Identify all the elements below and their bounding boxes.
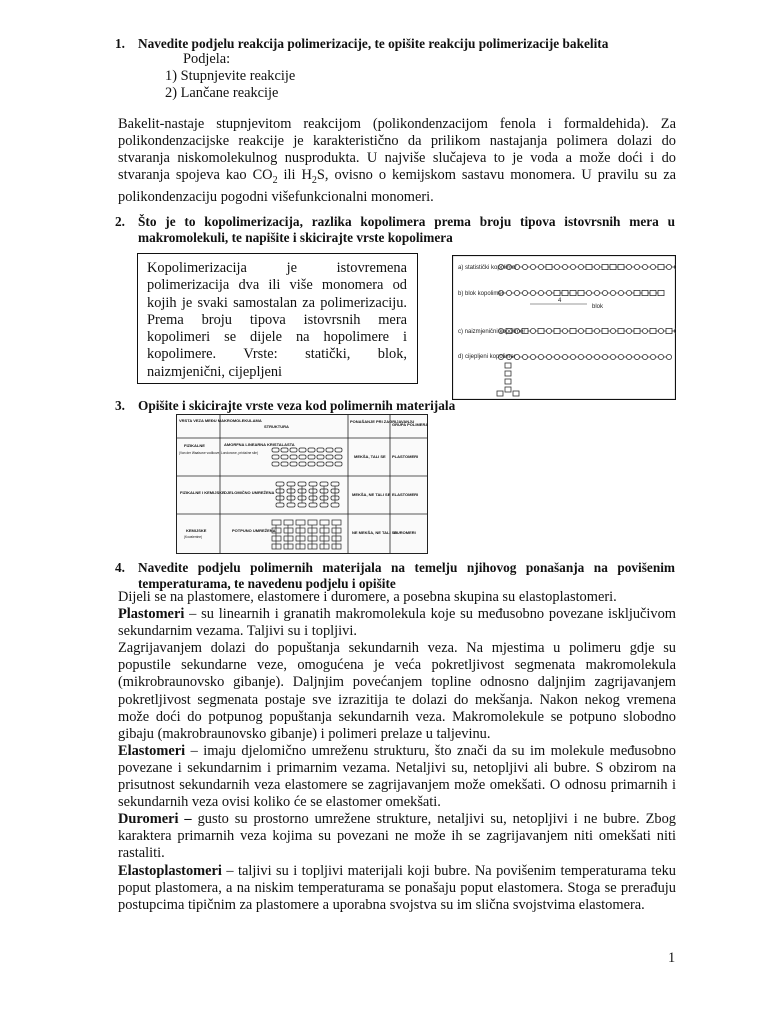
q1-sub-h2s: 2: [311, 174, 317, 186]
fig-label-a: a) statistički kopolimer: [458, 265, 518, 271]
q1-para-co-a: stvaranja spojeva kao CO: [118, 167, 273, 183]
r1-behavior: MEKŠA, TALI SE: [354, 454, 386, 459]
figure-border: [453, 256, 676, 400]
r2-group: ELASTOMERI: [392, 492, 419, 497]
plastomeri-text: – su linearnih i granatih makromolekula koje su međusobno povezane isključivom sekundarnim vezama. Taljivi su i topljivi.: [118, 606, 676, 640]
bond-types-table: [176, 414, 428, 554]
q1-number: 1.: [115, 36, 125, 51]
r1-structure: AMORFNA LINEARNA KRISTALASTA: [224, 442, 295, 447]
q4-title: Navedite podjelu polimernih materijala na temelju njihovog ponašanja na povišenim temperaturama, te navedenu podjelu i opišite: [138, 560, 675, 591]
r3-behavior: NE MEKŠA, NE TALI SE: [352, 530, 398, 535]
fig-label-c: c) naizmjenični kopolimer: [458, 329, 526, 335]
term-elastoplastomeri: Elastoplastomeri: [118, 862, 222, 879]
q1-para-co-b: ili H: [277, 167, 312, 183]
r3-structure: POTPUNO UMREŽENA: [232, 528, 276, 533]
q1-sub-co2: 2: [272, 174, 278, 186]
q1-item-1: 1) Stupnjevite reakcije: [165, 68, 296, 84]
r2-structure: DJELOMIČNO UMREŽENA: [224, 490, 275, 495]
term-plastomeri: Plastomeri: [118, 606, 185, 623]
elastomeri-text: – imaju djelomično umreženu strukturu, što znači da su im molekule međusobno povezane i sekundarnim i primarnim vezama. Netaljivi su, netopljivi ali bubre. S obzirom na prisutnost sekundarnih veza elastomere se zagrijavanjem može omekšati. O odnosu primarnih i sekundarnih veza ovisi koliko će se elastomer omekšati.: [118, 742, 676, 811]
q1-item-2: 2) Lančane reakcije: [165, 85, 279, 101]
q1-para-co-c: S, ovisno o kemijskom sastavu monomera. U pravilu su: [316, 167, 658, 183]
q2-title: Što je to kopolimerizacija, razlika kopolimera prema broju tipova istovrsnih mera u makromolekuli, te napišite i skicirajte vrste kopolimera: [138, 214, 675, 245]
r3-group: DUROMERI: [394, 530, 416, 535]
q1-para-last: za polikondenzaciju pogodni višefunkcionalni monomeri.: [118, 167, 676, 205]
duromeri-text: gusto su prostorno umrežene strukture, netaljivi su, netopljivi i ne bubre. Zbog karaktera primarnih veza kojima su povezani ne može ih se zagrijavanjem niti omekšati niti rastaliti.: [118, 811, 676, 862]
r1-bond: FIZIKALNE: [184, 443, 205, 448]
q1-title: Navedite podjelu reakcija polimerizacije, te opišite reakciju polimerizacije bakelita: [138, 36, 609, 51]
fig-label-b: b) blok kopolimer: [458, 291, 504, 297]
r1-group: PLASTOMERI: [392, 454, 419, 459]
fig-label-d: d) cijepljeni kopolimer: [458, 354, 516, 360]
elastoplastomeri-text: – taljivi su i topljivi materijali koji bubre. Na povišenim temperaturama teku poput plastomera, a na niskim temperaturama se ponašaju poput elastomera. Stoga se prerađuju postupcima tipičnim za plastomere a uporabna svojstva su im slična svojstvima elastomera.: [118, 862, 676, 913]
q2-number: 2.: [115, 214, 125, 229]
r3-bond-sub: (Kovalentne): [184, 535, 203, 539]
q4-body: [118, 589, 676, 914]
q2-definition-box: [137, 253, 418, 384]
q1-podjela: Podjela:: [183, 51, 231, 67]
r2-bond: FIZIKALNE I KEMIJSKE: [180, 490, 225, 495]
fig-blok: blok: [592, 304, 604, 310]
q1-paragraph: [118, 116, 676, 206]
r3-bond: KEMIJSKE: [186, 528, 207, 533]
th-behavior: PONAŠANJE PRI ZAGRIJAVANJU: [350, 419, 415, 424]
q3-number: 3.: [115, 398, 125, 413]
r1-bond-sub: (Van der Waalsove vodikove, Londonove, privlačne sile): [179, 451, 259, 455]
q4-elastomeri: [118, 743, 676, 811]
term-elastomeri: Elastomeri: [118, 742, 186, 759]
th-bond: VRSTA VEZA MEĐU MAKROMOLEKULAMA: [179, 418, 262, 423]
q3-title: Opišite i skicirajte vrste veza kod polimernih materijala: [138, 398, 456, 413]
term-duromeri: Duromeri –: [118, 811, 192, 828]
q4-intro: Dijeli se na plastomere, elastomere i duromere, a posebna skupina su elastoplastomeri.: [118, 589, 617, 605]
page-number: 1: [668, 950, 676, 966]
q4-duromeri: [118, 811, 676, 862]
r2-behavior: MEKŠA, NE TALI SE: [352, 492, 391, 497]
q4-elastoplastomeri: [118, 863, 676, 914]
q1-para-text: Bakelit-nastaje stupnjevitom reakcijom (polikondenzacijom fenola i formaldehida). Za polikondenzacijske reakcije je karakteristično da prilikom nastajanja polimera dolazi do stvaranja niskomolekulnog nusprodukta. U najviše slučajeva to je voda a može doći i do: [118, 116, 676, 166]
th-group: GRUPA POLIMERA: [392, 422, 428, 427]
th-structure: STRUKTURA: [264, 424, 289, 429]
q4-plastomeri: [118, 606, 676, 640]
copolymer-figure: [452, 255, 676, 400]
q4-plastomeri-more: Zagrijavanjem dolazi do popuštanja sekundarnih veza. Na mjestima u polimeru gdje su popustile sekundarne veze, omogućena je veća pokretljivost segmenata makromolekula (mikrobraunovsko gibanje). Daljnjim povećanjem topline odnosno daljnjim zagrijavanjem pokretljivost segmenata postaje sve izrazitija te dolazi do mekšanja. Nakon nekog vremena može doći do potpunog popuštanja sekundarnih veza. Makromolekule se potpuno slobodno gibaju (makrobraunovsko gibanje) i polimeri prelaze u taljevinu.: [118, 640, 676, 742]
q2-box-text: Kopolimerizacija je istovremena polimerizacija dva ili više monomera od kojih je svaki samostalan za polimerizaciju. Prema broju tipova istovrsnih mera kopolimeri se dijele na hopolimere i kopolimere. Vrste: statički, blok, naizmjenični, cijepljeni: [147, 260, 407, 380]
q4-number: 4.: [115, 560, 125, 575]
fig-four: 4: [558, 298, 562, 304]
